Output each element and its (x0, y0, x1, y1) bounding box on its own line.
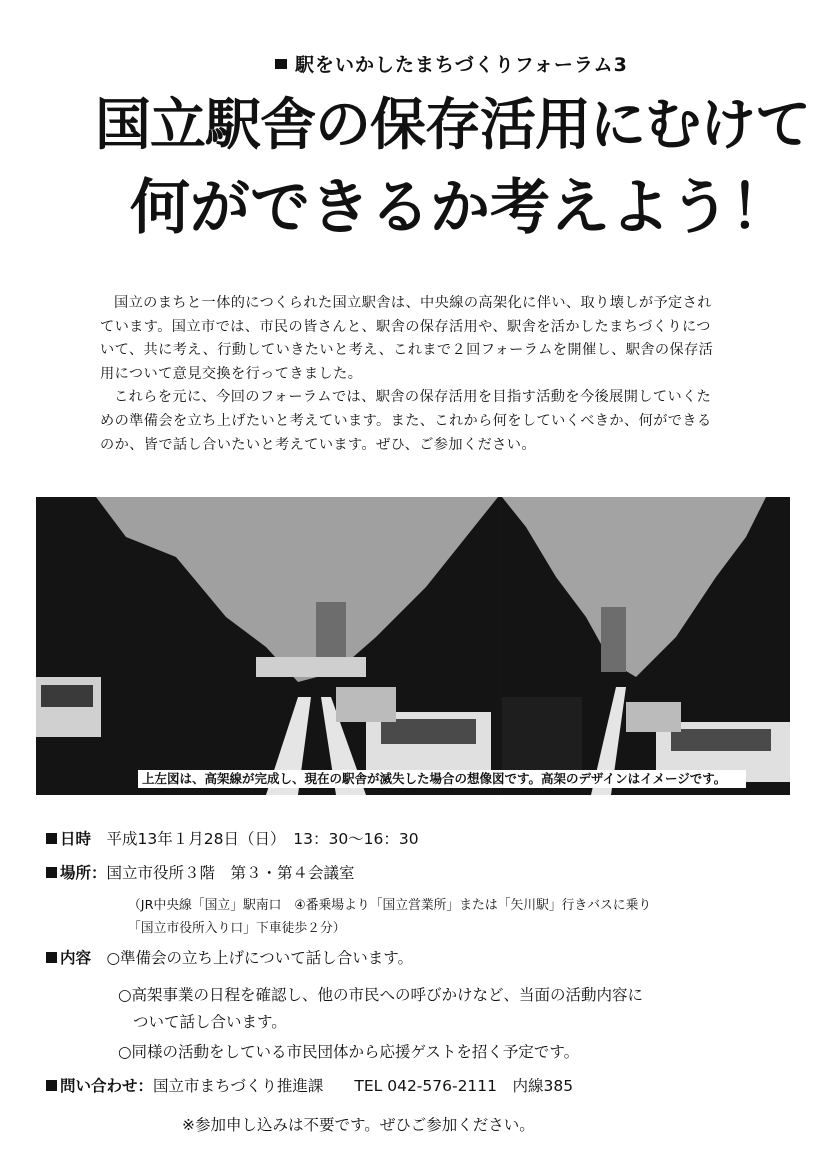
square-bullet-icon (46, 833, 57, 844)
contact-org: 国立市まちづくり推進課 (153, 1077, 324, 1095)
date-row (46, 832, 419, 848)
street-scene-illustration (36, 497, 790, 795)
content-row (46, 951, 413, 967)
square-bullet-icon (46, 1080, 57, 1091)
content-label: 内容 (60, 949, 92, 967)
access-line-2: 「国立市役所入り口」下車徒歩２分） (128, 921, 346, 936)
square-bullet-icon (46, 867, 57, 878)
intro-paragraph-1: 国立のまちと一体的につくられた国立駅舎は、中央線の高架化に伴い、取り壊しが予定されています。国立市では、市民の皆さんと、駅舎の保存活用や、駅舎を活かしたまちづくりについて、共に考え、行動していきたいと考え、これまで２回フォーラムを開催し、駅舎の保存活用について意見交換を行ってきました。 (100, 295, 714, 382)
square-bullet-icon (46, 952, 57, 963)
access-line-1: （JR中央線「国立」駅南口 ④番乗場より「国立営業所」または「矢川駅」行きバスに乗り (128, 898, 652, 913)
square-bullet-icon (275, 59, 287, 69)
contact-label: 問い合わせ： (60, 1077, 154, 1095)
intro-paragraph-2: これらを元に、今回のフォーラムでは、駅舎の保存活用を目指す活動を今後展開していくための準備会を立ち上げたいと考えています。また、これから何をしていくべきか、何ができるのか、皆で話し合いたいと考えています。ぜひ、ご参加ください。 (100, 389, 712, 453)
left-photo (36, 497, 498, 795)
date-value: 平成13年１月28日（日） 13：30〜16：30 (106, 830, 419, 848)
place-value: 国立市役所３階 第３・第４会議室 (106, 864, 355, 882)
main-title-line2: 何ができるか考えよう！ (130, 173, 790, 243)
place-label: 場所： (60, 864, 107, 882)
date-label: 日時 (60, 830, 92, 848)
contact-tel: TEL 042-576-2111 内線385 (354, 1077, 574, 1095)
series-title (275, 50, 628, 77)
content-item-2-line-2: ついて話し合います。 (133, 1013, 287, 1031)
series-title-text: 駅をいかしたまちづくりフォーラム3 (295, 54, 628, 76)
contact-row (46, 1079, 573, 1095)
content-item-1: ○準備会の立ち上げについて話し合います。 (106, 949, 414, 967)
station-rendering-photos (36, 497, 790, 795)
participation-note: ※参加申し込みは不要です。ぜひご参加ください。 (182, 1116, 535, 1134)
right-photo (502, 497, 790, 795)
place-row (46, 866, 355, 882)
main-title-line1: 国立駅舎の保存活用にむけて (95, 93, 810, 158)
intro-text (100, 292, 715, 457)
photo-caption: 上左図は、高架線が完成し、現在の駅舎が滅失した場合の想像図です。高架のデザインはイメージです。 (138, 770, 746, 788)
content-item-2-line-1: ○高架事業の日程を確認し、他の市民への呼びかけなど、当面の活動内容に (118, 986, 644, 1004)
content-item-3: ○同様の活動をしている市民団体から応援ゲストを招く予定です。 (118, 1043, 580, 1061)
